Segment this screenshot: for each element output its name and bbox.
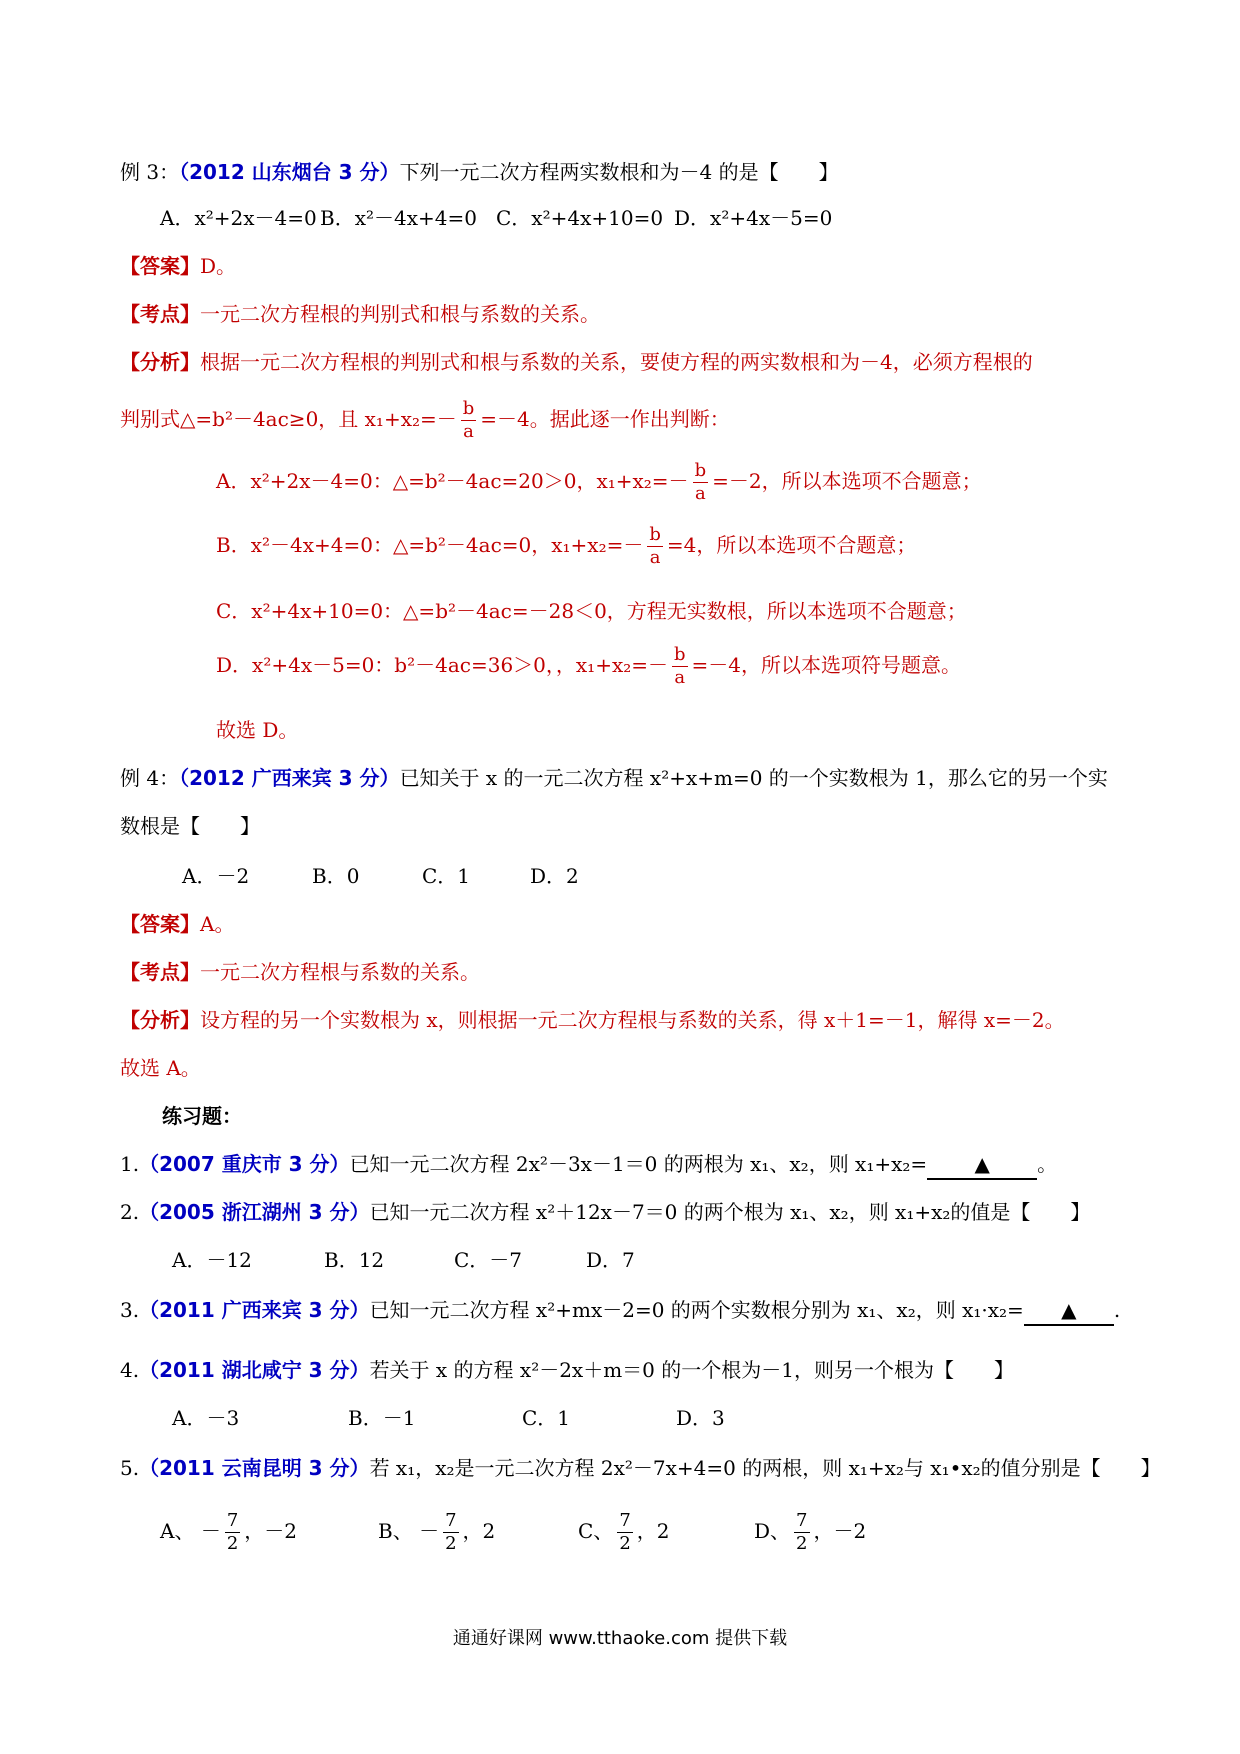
ex4-kaodian	[120, 958, 480, 986]
question-end: .	[1113, 1298, 1121, 1322]
fraction-numerator: b	[674, 644, 686, 665]
practice-q1	[120, 1150, 1057, 1180]
question-text: 已知一元二次方程 2x²－3x－1＝0 的两根为 x₁、x₂，则 x₁+x₂=	[349, 1152, 928, 1176]
fraction-denominator: a	[649, 547, 661, 568]
q2-option-b: B．12	[324, 1248, 385, 1272]
fenxi-label: 【分析】	[120, 1008, 200, 1032]
page-footer: 通通好课网 www.tthaoke.com 提供下载	[452, 1628, 788, 1649]
q2-option-c: C．－7	[454, 1248, 523, 1272]
option-label: C、	[578, 1519, 614, 1543]
answer-blank: ▲	[1024, 1296, 1114, 1326]
q2-option-d: D．7	[586, 1248, 635, 1272]
question-source: （2005 浙江湖州 3 分）	[139, 1200, 370, 1224]
fraction	[693, 460, 709, 505]
kaodian-label: 【考点】	[120, 302, 200, 326]
fraction-denominator: 2	[619, 1533, 631, 1554]
fenxi-text: 判别式△=b²－4ac≥0，且 x₁+x₂=－	[120, 407, 457, 431]
analysis-text: =－2，所以本选项不合题意；	[712, 469, 982, 493]
fraction-denominator: 2	[796, 1533, 808, 1554]
fenxi-label: 【分析】	[120, 350, 200, 374]
practice-q5-options	[160, 1510, 866, 1555]
question-source: （2011 云南昆明 3 分）	[139, 1456, 370, 1480]
ex3-options	[160, 204, 832, 232]
practice-q3	[120, 1296, 1120, 1326]
option-label: A、	[160, 1519, 195, 1543]
fenxi-text: =－4。据此逐一作出判断：	[480, 407, 730, 431]
question-text: 若 x₁，x₂是一元二次方程 2x²－7x+4=0 的两根，则 x₁+x₂与 x₁•x₂的值分别是【 】	[369, 1456, 1161, 1480]
fraction	[461, 398, 477, 443]
ex4-options	[182, 862, 579, 890]
ex3-analysis-b	[216, 524, 916, 569]
fraction-numerator: b	[462, 398, 475, 419]
question-number: 5.	[120, 1456, 140, 1480]
question-text: 已知一元二次方程 x²+mx－2=0 的两个实数根分别为 x₁、x₂，则 x₁·x₂=	[369, 1298, 1024, 1322]
fraction-denominator: a	[694, 483, 706, 504]
q4-option-b: B．－1	[348, 1406, 416, 1430]
fraction	[225, 1510, 240, 1555]
fraction-numerator: b	[694, 460, 707, 481]
option-rest: ，2	[462, 1519, 496, 1543]
ex3-question: 下列一元二次方程两实数根和为－4 的是【 】	[399, 160, 839, 184]
question-source: （2011 湖北咸宁 3 分）	[139, 1358, 370, 1382]
ex3-option-c: C．x²+4x+10=0	[496, 206, 664, 230]
ex3-fenxi-line2	[120, 398, 730, 443]
q5-option-b	[378, 1510, 578, 1555]
analysis-text: A．x²+2x－4=0：△=b²－4ac=20＞0，x₁+x₂=－	[216, 469, 689, 493]
ex3-question-line	[120, 158, 839, 186]
practice-q2	[120, 1198, 1090, 1226]
ex3-option-a: A．x²+2x－4=0	[160, 206, 317, 230]
fraction-numerator: 7	[619, 1510, 631, 1531]
question-text: 若关于 x 的方程 x²－2x＋m＝0 的一个根为－1，则另一个根为【 】	[369, 1358, 1014, 1382]
analysis-text: C．x²+4x+10=0：△=b²－4ac=－28＜0，方程无实数根，所以本选项不合题意；	[216, 599, 967, 623]
question-number: 2.	[120, 1200, 140, 1224]
q4-option-c: C．1	[522, 1406, 571, 1430]
fraction-denominator: 2	[445, 1533, 457, 1554]
kaodian-text: 一元二次方程根的判别式和根与系数的关系。	[200, 302, 600, 326]
fraction	[672, 644, 688, 689]
ex4-prefix: 例 4：	[120, 766, 180, 790]
q5-option-a	[160, 1510, 378, 1555]
practice-heading: 练习题：	[162, 1104, 242, 1128]
analysis-text: =4，所以本选项不合题意；	[666, 533, 917, 557]
kaodian-text: 一元二次方程根与系数的关系。	[200, 960, 480, 984]
fenxi-text: 设方程的另一个实数根为 x，则根据一元二次方程根与系数的关系，得 x＋1=－1，解得 x=－2。	[200, 1008, 1065, 1032]
ex3-analysis-c	[216, 597, 967, 625]
question-source: （2011 广西来宾 3 分）	[139, 1298, 370, 1322]
practice-q4	[120, 1356, 1014, 1384]
ex3-answer	[120, 252, 236, 280]
question-end: 。	[1037, 1152, 1058, 1176]
fraction	[617, 1510, 632, 1555]
practice-q5	[120, 1454, 1161, 1482]
ex3-kaodian	[120, 300, 600, 328]
fraction-denominator: 2	[226, 1533, 239, 1554]
option-rest: ，－2	[244, 1519, 297, 1543]
answer-label: 【答案】	[120, 912, 200, 936]
option-rest: ，－2	[813, 1519, 867, 1543]
answer-value: D。	[200, 254, 237, 278]
practice-q4-options	[172, 1404, 725, 1432]
question-number: 4.	[120, 1358, 140, 1382]
answer-value: A。	[200, 912, 235, 936]
fraction-denominator: a	[674, 667, 686, 688]
q4-option-a: A．－3	[172, 1406, 240, 1430]
fenxi-text: 根据一元二次方程根的判别式和根与系数的关系，要使方程的两实数根和为－4，必须方程根的	[200, 350, 1033, 374]
option-rest: ，2	[636, 1519, 670, 1543]
kaodian-label: 【考点】	[120, 960, 200, 984]
q2-option-a: A．－12	[172, 1248, 252, 1272]
ex4-option-d: D．2	[530, 864, 579, 888]
ex4-question-line2: 数根是【 】	[120, 814, 260, 838]
ex3-prefix: 例 3：	[120, 160, 180, 184]
ex3-conclusion: 故选 D。	[216, 718, 299, 742]
q5-option-c	[578, 1510, 754, 1555]
question-number: 1.	[120, 1152, 140, 1176]
question-source: （2007 重庆市 3 分）	[139, 1152, 350, 1176]
ex4-fenxi	[120, 1006, 1065, 1034]
fraction-numerator: 7	[445, 1510, 457, 1531]
ex3-option-d: D．x²+4x－5=0	[674, 206, 833, 230]
q5-option-d	[754, 1510, 866, 1555]
analysis-text: =－4，所以本选项符号题意。	[691, 653, 962, 677]
ex3-fenxi-line1	[120, 348, 1033, 376]
fraction-numerator: 7	[226, 1510, 239, 1531]
ex4-option-a: A．－2	[182, 864, 250, 888]
analysis-text: D．x²+4x－5=0：b²－4ac=36＞0，，x₁+x₂=－	[216, 653, 669, 677]
fraction-numerator: b	[649, 524, 661, 545]
fraction	[443, 1510, 458, 1555]
option-label: D、	[754, 1519, 791, 1543]
analysis-text: B．x²－4x+4=0：△=b²－4ac=0，x₁+x₂=－	[216, 533, 644, 557]
ex4-question: 已知关于 x 的一元二次方程 x²+x+m=0 的一个实数根为 1，那么它的另一个实	[399, 766, 1108, 790]
ex3-analysis-d	[216, 644, 961, 689]
option-sign: －	[419, 1519, 440, 1543]
ex4-answer	[120, 910, 234, 938]
ex3-analysis-a	[216, 460, 982, 505]
fraction	[647, 524, 663, 569]
practice-q2-options	[172, 1246, 635, 1274]
ex4-conclusion: 故选 A。	[120, 1056, 201, 1080]
fraction-numerator: 7	[796, 1510, 808, 1531]
ex4-option-b: B．0	[312, 864, 360, 888]
ex3-option-b: B．x²－4x+4=0	[320, 206, 477, 230]
question-text: 已知一元二次方程 x²＋12x－7＝0 的两个根为 x₁、x₂，则 x₁+x₂的值是【 】	[369, 1200, 1091, 1224]
answer-blank: ▲	[927, 1150, 1037, 1180]
q4-option-d: D．3	[676, 1406, 725, 1430]
ex4-question-line1	[120, 764, 1108, 792]
fraction	[794, 1510, 809, 1555]
answer-label: 【答案】	[120, 254, 200, 278]
ex3-source: （2012 山东烟台 3 分）	[179, 160, 400, 184]
option-sign: －	[200, 1519, 221, 1543]
ex4-option-c: C．1	[422, 864, 471, 888]
question-number: 3.	[120, 1298, 140, 1322]
option-label: B、	[378, 1519, 413, 1543]
fraction-denominator: a	[463, 421, 474, 442]
ex4-source: （2012 广西来宾 3 分）	[179, 766, 400, 790]
